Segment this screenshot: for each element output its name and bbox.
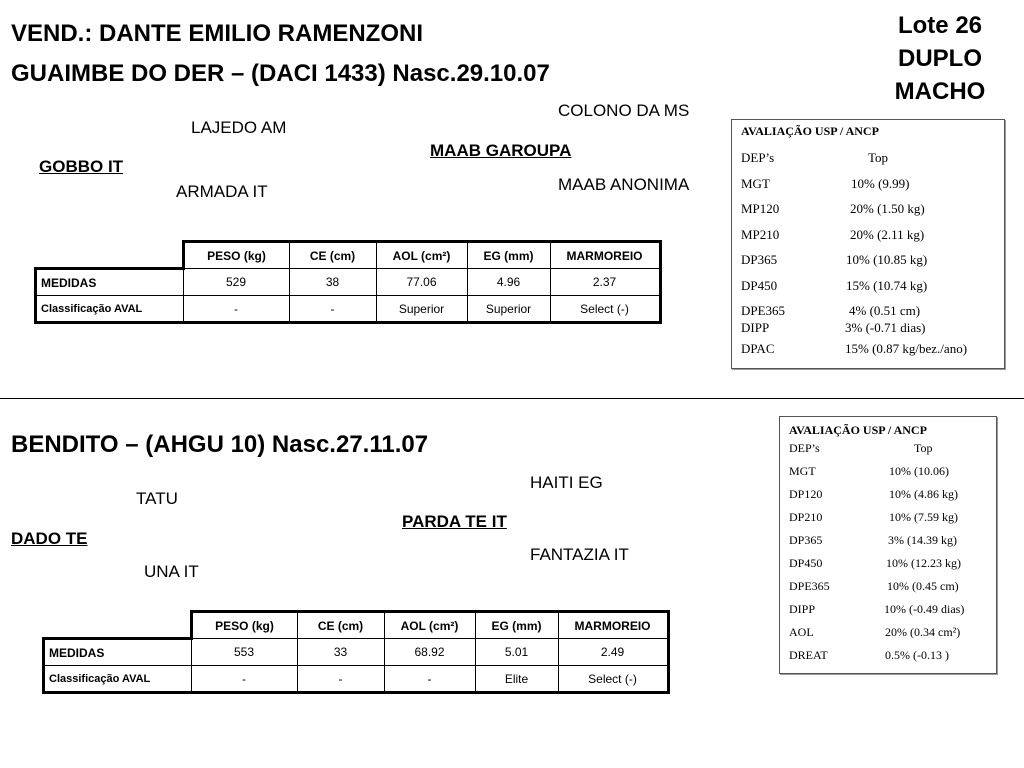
cell-aol: 77.06 — [376, 269, 467, 296]
eval-label: DPE365 — [741, 303, 786, 318]
row-label-medidas: MEDIDAS — [44, 639, 192, 666]
col-header-eg: EG (mm) — [475, 612, 558, 639]
animal1-sire-sire: LAJEDO AM — [191, 118, 287, 137]
lot-type-macho: MACHO — [894, 78, 986, 105]
list-item — [780, 621, 996, 644]
eval-value: 20% (2.11 kg) — [850, 226, 925, 242]
cell-peso: - — [191, 666, 297, 693]
col-header-peso: PESO (kg) — [183, 242, 289, 269]
cell-eg: Elite — [475, 666, 558, 693]
animal1-title: GUAIMBE DO DER – (DACI 1433) Nasc.29.10.07 — [11, 60, 550, 87]
eval-value: 3% (-0.71 dias) — [845, 320, 926, 335]
list-item — [732, 196, 1004, 222]
eval-value: 3% (14.39 kg) — [888, 533, 957, 547]
evaluation-title: AVALIAÇÃO USP / ANCP — [789, 423, 927, 437]
eval-label: MGT — [741, 175, 770, 191]
list-item — [732, 273, 1004, 299]
list-item — [732, 319, 1004, 336]
col-header-aol: AOL (cm²) — [376, 242, 467, 269]
animal2-evaluation-box — [779, 416, 997, 674]
cell-marmoreio: Select (-) — [558, 666, 668, 693]
eval-label: DEP’s — [741, 150, 775, 165]
eval-label: DP365 — [741, 252, 778, 267]
animal1-dam: MAAB GAROUPA — [430, 141, 572, 160]
col-header-peso: PESO (kg) — [191, 612, 297, 639]
eval-label: MP210 — [741, 226, 780, 242]
animal2-sire-sire: TATU — [136, 489, 178, 508]
cell-marmoreio: 2.37 — [550, 269, 660, 296]
list-item — [732, 336, 1004, 362]
col-header-aol: AOL (cm²) — [384, 612, 475, 639]
list-item — [780, 483, 996, 506]
eval-value: 10% (7.59 kg) — [889, 510, 958, 524]
eval-label: MP120 — [741, 201, 780, 216]
animal1-measurements-table — [34, 240, 662, 324]
eval-label: DP365 — [789, 533, 823, 547]
lot-type-duplo: DUPLO — [898, 45, 982, 72]
eval-value: 0.5% (-0.13 ) — [885, 648, 949, 662]
list-item — [780, 552, 996, 575]
list-item — [732, 222, 1004, 248]
eval-label: DP450 — [789, 556, 823, 570]
animal2-sire-dam: UNA IT — [144, 562, 199, 581]
animal2-sire: DADO TE — [11, 529, 88, 548]
list-item — [780, 506, 996, 529]
eval-value: 20% (0.34 cm²) — [885, 625, 961, 639]
animal1-dam-dam: MAAB ANONIMA — [558, 175, 690, 194]
eval-label: AOL — [789, 625, 814, 639]
eval-label: DREAT — [789, 648, 828, 662]
table-row — [44, 666, 669, 693]
list-item — [732, 302, 1004, 319]
animal2-measurements-table — [42, 610, 670, 694]
eval-label: DEP’s — [789, 441, 820, 455]
cell-marmoreio: 2.49 — [558, 639, 668, 666]
eval-label: DPE365 — [789, 579, 830, 593]
eval-value: Top — [868, 150, 889, 165]
cell-peso: 553 — [191, 639, 297, 666]
eval-value: 10% (10.85 kg) — [846, 252, 928, 267]
eval-value: 15% (0.87 kg/bez./ano) — [845, 341, 968, 356]
cell-eg: 5.01 — [475, 639, 558, 666]
animal1-sire-dam: ARMADA IT — [176, 182, 268, 201]
list-item — [780, 575, 996, 598]
section-divider — [0, 398, 1024, 399]
col-header-ce: CE (cm) — [289, 242, 376, 269]
vendor-title: VEND.: DANTE EMILIO RAMENZONI — [11, 20, 423, 47]
list-item — [732, 171, 1004, 197]
animal2-dam-dam: FANTAZIA IT — [530, 545, 629, 564]
eval-value: 4% (0.51 cm) — [849, 303, 921, 318]
cell-eg: Superior — [467, 296, 550, 323]
list-item — [780, 460, 996, 483]
eval-value: 20% (1.50 kg) — [850, 201, 925, 216]
eval-value: 10% (4.86 kg) — [889, 487, 958, 501]
eval-label: MGT — [789, 464, 816, 478]
eval-value: 10% (0.45 cm) — [887, 579, 959, 593]
table-row — [36, 296, 661, 323]
cell-peso: 529 — [183, 269, 289, 296]
eval-value: 10% (-0.49 dias) — [884, 602, 965, 616]
cell-marmoreio: Select (-) — [550, 296, 660, 323]
eval-label: DP210 — [789, 510, 823, 524]
lot-label — [878, 9, 1002, 108]
animal1-dam-sire: COLONO DA MS — [558, 101, 690, 120]
animal1-evaluation-box — [731, 119, 1005, 369]
eval-value: 10% (9.99) — [851, 175, 910, 191]
eval-label: DIPP — [789, 602, 816, 616]
eval-label: DP450 — [741, 277, 778, 293]
row-label-medidas: MEDIDAS — [36, 269, 184, 296]
cell-ce: 33 — [297, 639, 384, 666]
eval-label: DPAC — [741, 341, 775, 356]
cell-ce: 38 — [289, 269, 376, 296]
animal1-sire: GOBBO IT — [39, 157, 124, 176]
col-header-ce: CE (cm) — [297, 612, 384, 639]
col-header-marmoreio: MARMOREIO — [558, 612, 668, 639]
list-item — [732, 145, 1004, 171]
cell-eg: 4.96 — [467, 269, 550, 296]
cell-aol: Superior — [376, 296, 467, 323]
list-item — [780, 529, 996, 552]
cell-aol: 68.92 — [384, 639, 475, 666]
col-header-eg: EG (mm) — [467, 242, 550, 269]
col-header-marmoreio: MARMOREIO — [550, 242, 660, 269]
table-row — [36, 269, 661, 296]
row-label-classificacao: Classificação AVAL — [36, 296, 184, 323]
animal2-dam-sire: HAITI EG — [530, 473, 603, 492]
list-item — [780, 437, 996, 460]
cell-ce: - — [297, 666, 384, 693]
eval-label: DP120 — [789, 487, 823, 501]
eval-value: 15% (10.74 kg) — [846, 277, 928, 293]
list-item — [732, 247, 1004, 273]
cell-ce: - — [289, 296, 376, 323]
cell-aol: - — [384, 666, 475, 693]
animal2-dam: PARDA TE IT — [402, 512, 507, 531]
table-row — [44, 639, 669, 666]
list-item — [780, 598, 996, 621]
eval-value: 10% (12.23 kg) — [886, 556, 961, 570]
row-label-classificacao: Classificação AVAL — [44, 666, 192, 693]
animal2-title: BENDITO – (AHGU 10) Nasc.27.11.07 — [11, 431, 429, 458]
eval-value: Top — [914, 441, 933, 455]
eval-value: 10% (10.06) — [889, 464, 949, 478]
evaluation-title: AVALIAÇÃO USP / ANCP — [741, 124, 879, 138]
eval-label: DIPP — [741, 320, 770, 335]
cell-peso: - — [183, 296, 289, 323]
list-item — [780, 644, 996, 667]
lot-number: Lote 26 — [897, 12, 983, 39]
